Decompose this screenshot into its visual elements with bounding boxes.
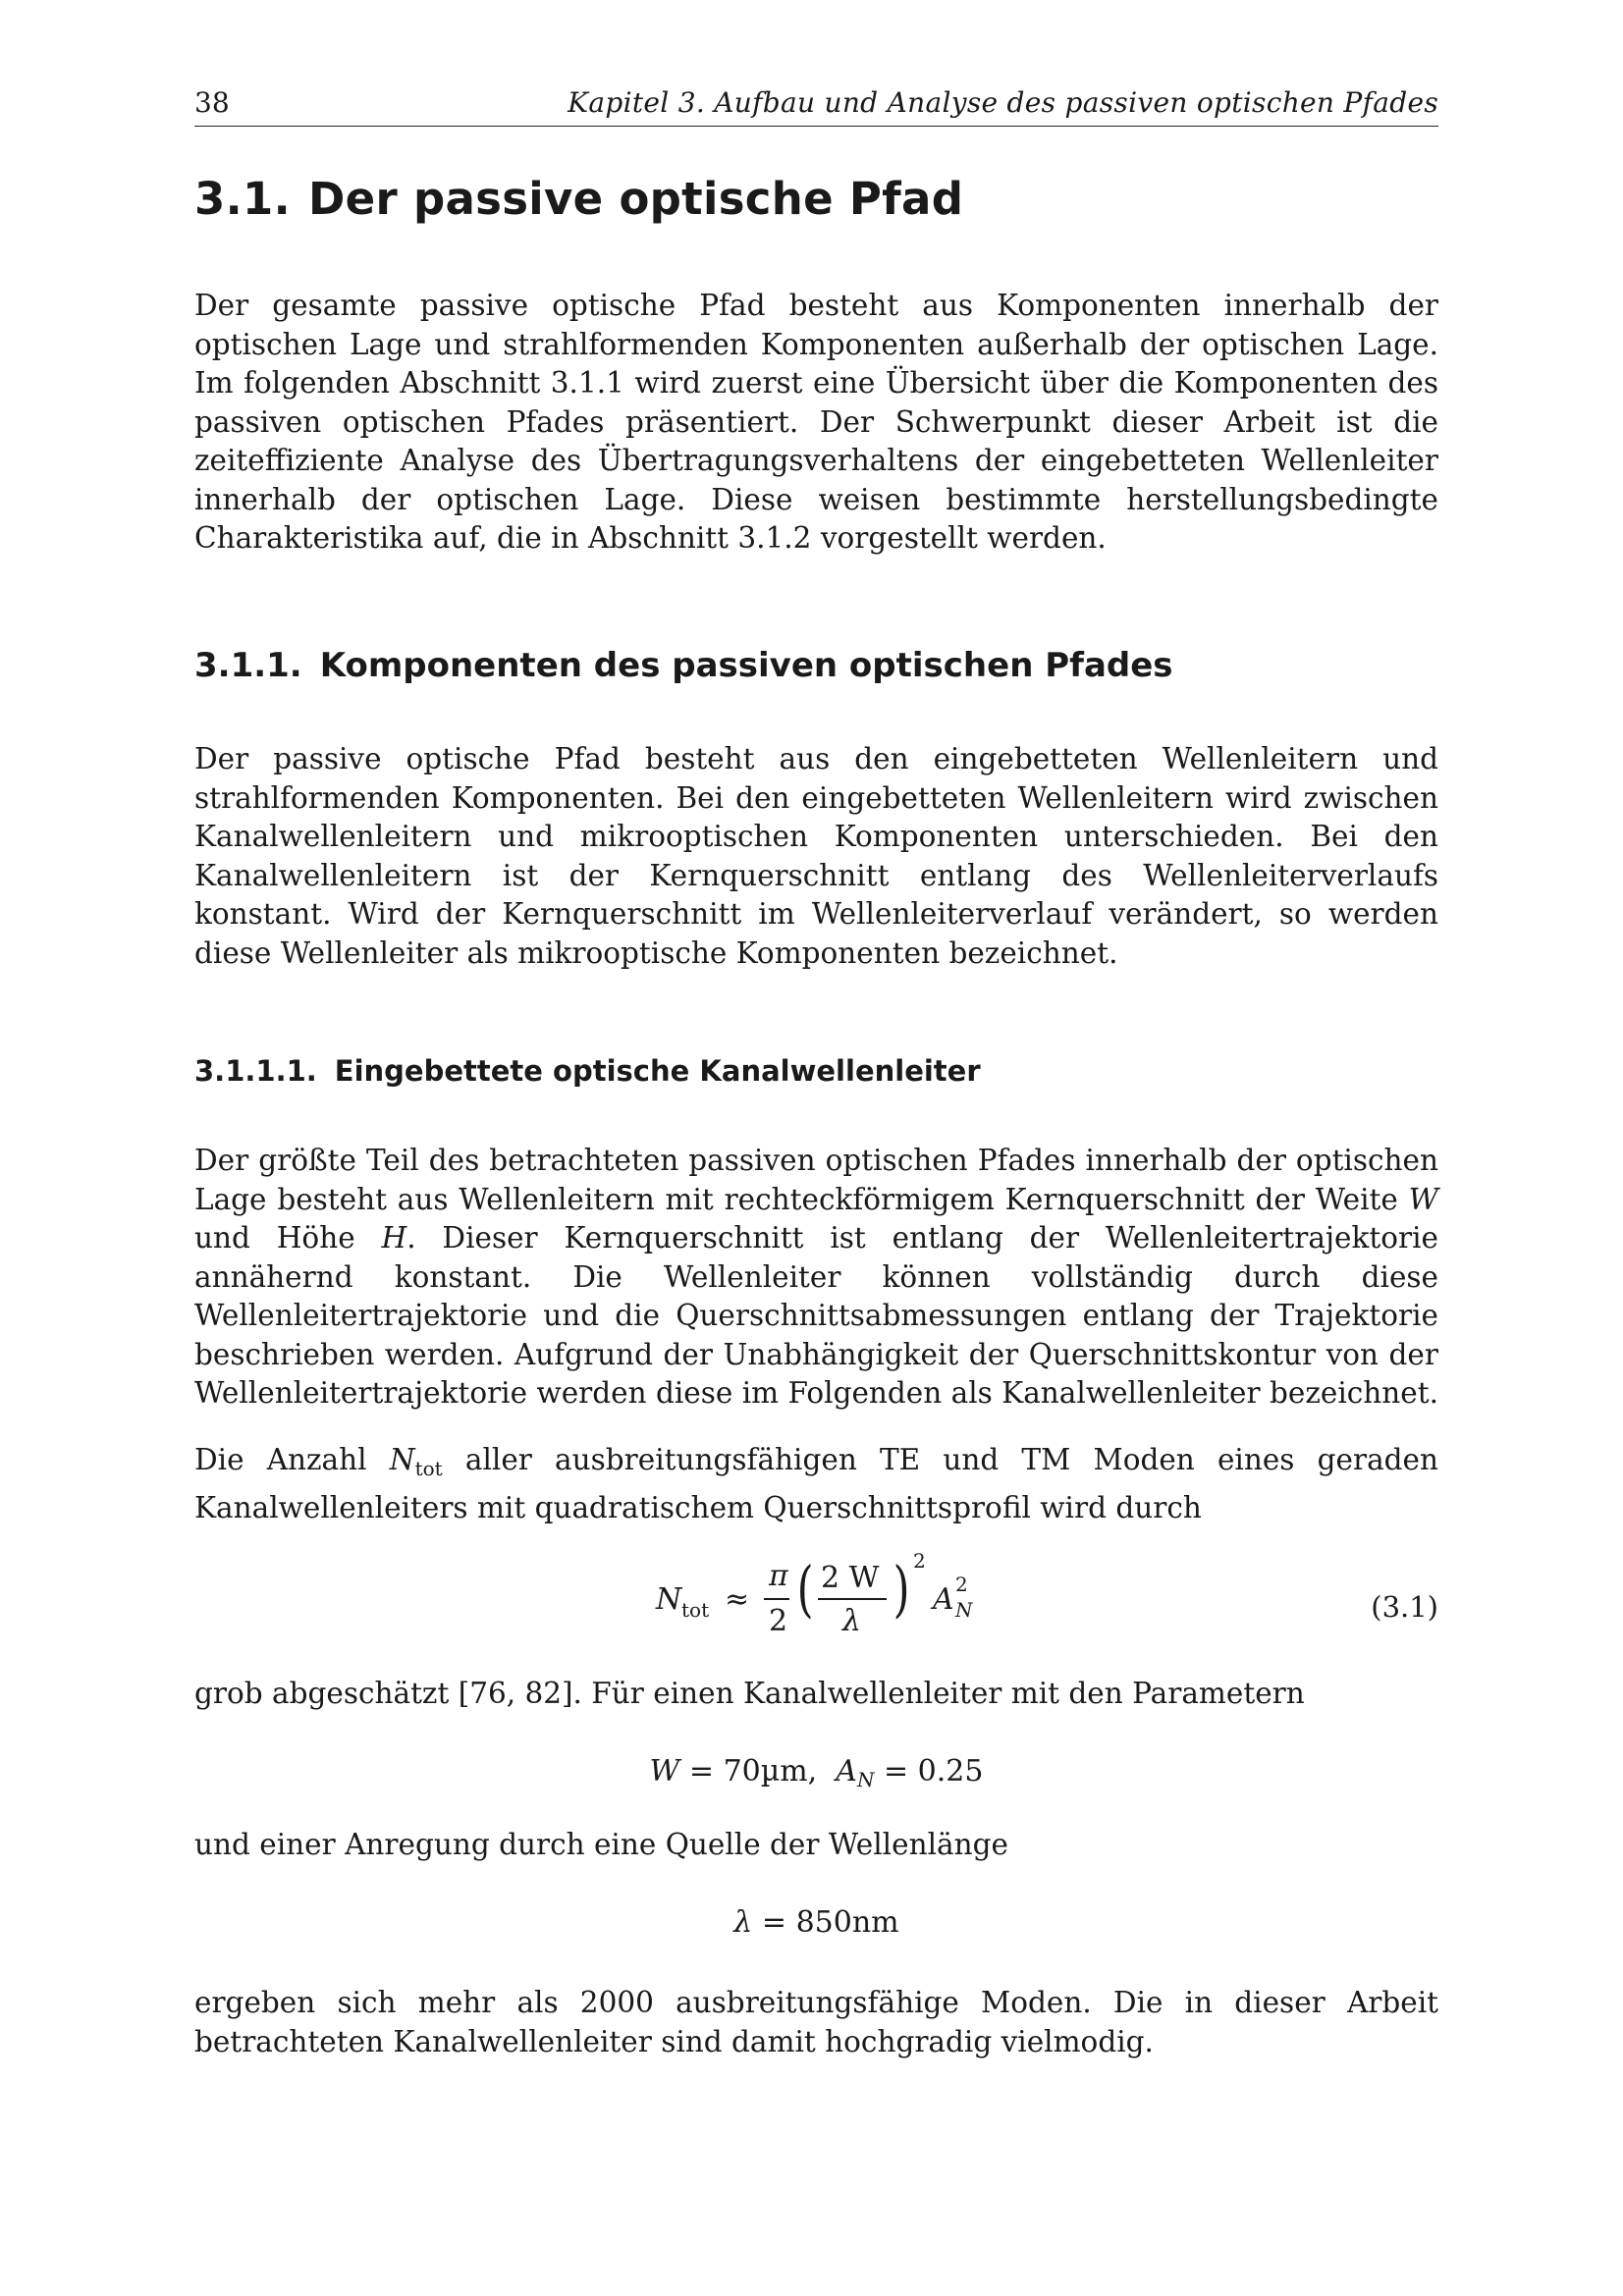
p4-text-a: Die Anzahl — [194, 1443, 390, 1476]
eq3-lambda: λ — [733, 1905, 753, 1940]
paragraph-components: Der passive optische Pfad besteht aus den eingebetteten Wellenleitern und strahlformenden Komponenten. Bei den eingebetteten Wellenleitern wird zwischen Kanalwellenleitern und mikrooptischen Komponenten unterschieden. Bei den Kanalwellenleitern ist der Kernquerschnitt entlang des Wellenleiterverlaufs konstant. Wird der Kernquerschnitt im Wellenleiterverlauf verändert, so werden diese Wellenleiter als mikrooptische Komponenten bezeichnet. — [194, 742, 1438, 970]
section-heading — [194, 173, 963, 225]
p3-text-b: und Höhe — [194, 1221, 382, 1255]
eq1-approx: ≈ — [725, 1582, 750, 1617]
equation-parameters — [194, 1754, 1438, 1791]
eq1-rparen: ) — [893, 1553, 910, 1625]
eq1-den: λ — [842, 1604, 862, 1638]
section-title: Der passive optische Pfad — [308, 173, 964, 225]
p3-text-c: . Dieser Kernquerschnitt ist entlang der Wellenleitertrajektorie annähernd konstant. Die Wellenleiter können vollständig durch diese Wellenleitertrajektorie und die Querschnittsabmessungen entlang der Trajektorie beschrieben werden. Aufgrund der Unabhängigkeit der Querschnittskontur von der Wellenleitertrajektorie werden diese im Folgenden als Kanalwellenleiter bezeichnet. — [194, 1221, 1438, 1410]
subsection-heading — [194, 646, 1173, 685]
eq1-A-sub: N — [955, 1598, 973, 1622]
eq3-value: = 850nm — [752, 1905, 899, 1940]
paragraph-channel-waveguides — [194, 1142, 1438, 1414]
eq2-a-value: = 0.25 — [874, 1754, 984, 1789]
equation-number: (3.1) — [1371, 1590, 1438, 1624]
page — [194, 0, 1438, 2296]
eq1-lhs-N: N — [656, 1582, 682, 1617]
eq1-numerator — [821, 1561, 879, 1595]
paragraph-excitation: und einer Anregung durch eine Quelle der Wellenlänge — [194, 1828, 1008, 1861]
running-header — [194, 82, 1438, 127]
eq2-w-value: = 70µm, — [679, 1754, 837, 1789]
eq1-frac-bar — [818, 1598, 887, 1600]
page-number: 38 — [194, 86, 230, 119]
subsection-title: Komponenten des passiven optischen Pfades — [319, 646, 1173, 685]
p4-text-b: aller ausbreitungsfähigen TE und TM Moden eines geraden Kanalwellenleiters mit quadratischem Querschnittsprofil wird durch — [194, 1443, 1438, 1524]
p3-text-a: Der größte Teil des betrachteten passiven optischen Pfades innerhalb der optischen Lage besteht aus Wellenleitern mit rechteckförmigem Kernquerschnitt der Weite — [194, 1144, 1438, 1216]
eq1-lparen: ( — [796, 1553, 814, 1625]
equation-3-1 — [194, 1551, 1438, 1659]
eq1-num: 2 W — [821, 1561, 880, 1595]
eq2-A: A — [836, 1754, 857, 1789]
paragraph-estimate: grob abgeschätzt [76, 82]. Für einen Kanalwellenleiter mit den Parametern — [194, 1677, 1305, 1710]
paragraph-mode-count — [194, 1441, 1438, 1527]
section-number: 3.1. — [194, 173, 292, 225]
symbol-W: W — [1408, 1182, 1438, 1216]
symbol-N: N — [389, 1443, 415, 1476]
eq1-frac-bar-pi — [764, 1598, 789, 1600]
eq2-W: W — [649, 1754, 680, 1789]
eq1-A: A — [933, 1582, 954, 1617]
subsubsection-title: Eingebettete optische Kanalwellenleiter — [334, 1054, 981, 1088]
eq1-lhs-sub: tot — [681, 1598, 710, 1622]
paragraph-intro: Der gesamte passive optische Pfad besteht aus Komponenten innerhalb der optischen Lage und strahlformenden Komponenten außerhalb der optischen Lage. Im folgenden Abschnitt 3.1.1 wird zuerst eine Übersicht über die Komponenten des passiven optischen Pfades präsentiert. Der Schwerpunkt dieser Arbeit ist die zeiteffiziente Analyse des Übertragungsverhaltens der eingebetteten Wellenleiter innerhalb der optischen Lage. Diese weisen bestimmte herstellungsbedingte Charakteristika auf, die in Abschnitt 3.1.2 vorgestellt werden. — [194, 289, 1438, 555]
eq1-two: 2 — [769, 1604, 788, 1638]
subsubsection-heading — [194, 1054, 981, 1088]
paragraph-conclusion: ergeben sich mehr als 2000 ausbreitungsfähige Moden. Die in dieser Arbeit betrachteten Kanalwellenleiter sind damit hochgradig vielmodig. — [194, 1986, 1438, 2058]
subsubsection-number: 3.1.1.1. — [194, 1054, 317, 1088]
chapter-title: Kapitel 3. Aufbau und Analyse des passiven optischen Pfades — [568, 86, 1438, 119]
equation-3-1-body — [656, 1551, 1009, 1659]
subsection-number: 3.1.1. — [194, 646, 302, 685]
symbol-H: H — [381, 1221, 407, 1255]
eq2-A-sub: N — [856, 1768, 875, 1791]
eq1-exp: 2 — [913, 1549, 926, 1573]
eq1-pi: π — [769, 1559, 788, 1593]
equation-wavelength — [194, 1905, 1438, 1940]
eq1-A-sup: 2 — [955, 1573, 968, 1596]
symbol-N-sub: tot — [414, 1457, 443, 1480]
